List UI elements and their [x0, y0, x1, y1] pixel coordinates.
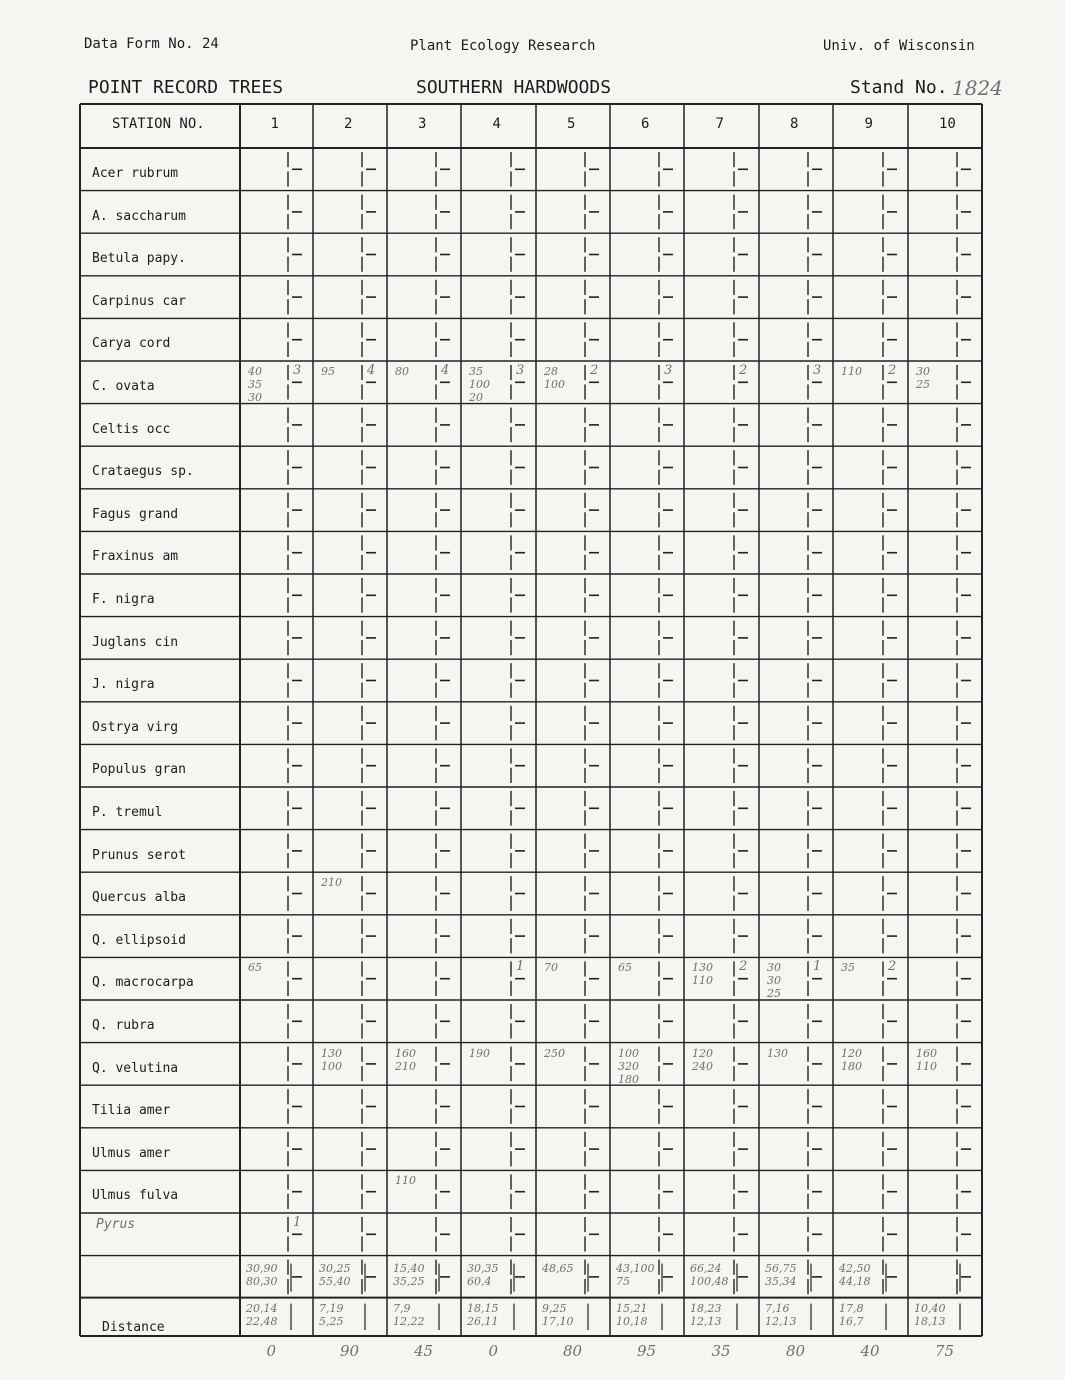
diameter-entry[interactable]: 250: [544, 1046, 565, 1060]
species-label: Ostrya virg: [92, 719, 179, 735]
distance-entry[interactable]: 7,9 12,22: [393, 1301, 425, 1328]
form-number: Data Form No. 24: [84, 36, 219, 52]
diameter-entry[interactable]: 130 100: [321, 1046, 342, 1073]
diameter-entry[interactable]: 35 100 20: [469, 365, 490, 404]
distance-entry[interactable]: 18,23 12,13: [690, 1301, 722, 1328]
diameter-entry[interactable]: 40 35 30: [248, 365, 262, 404]
count-entry[interactable]: 2: [888, 363, 897, 378]
diameter-entry[interactable]: 160 110: [916, 1046, 937, 1073]
station-number: 5: [567, 116, 576, 132]
count-entry[interactable]: 1: [813, 959, 822, 975]
species-label: Q. macrocarpa: [92, 975, 194, 991]
diameter-entry[interactable]: 30 30 25: [767, 961, 781, 1001]
diameter-entry[interactable]: 80: [395, 365, 409, 378]
species-label: F. nigra: [92, 592, 155, 607]
count-entry[interactable]: 1: [293, 1215, 302, 1230]
stand-label: Stand No.: [850, 77, 948, 98]
diameter-entry[interactable]: 130: [767, 1046, 788, 1060]
count-entry[interactable]: 3: [516, 363, 525, 378]
diameter-entry[interactable]: 160 210: [395, 1046, 416, 1073]
diameter-entry[interactable]: 65: [618, 961, 632, 975]
count-entry[interactable]: 2: [739, 363, 748, 378]
diameter-entry[interactable]: 30 25: [916, 365, 930, 391]
distance-entry[interactable]: 20,14 22,48: [246, 1301, 278, 1328]
bottom-value[interactable]: 75: [935, 1342, 955, 1360]
species-label: Juglans cin: [92, 634, 179, 650]
species-label: Carpinus car: [92, 293, 186, 309]
bottom-value[interactable]: 80: [786, 1342, 806, 1360]
count-entry[interactable]: 1: [516, 959, 525, 975]
forest-type: SOUTHERN HARDWOODS: [416, 77, 612, 98]
count-entry[interactable]: 2: [739, 959, 748, 975]
species-label: Q. rubra: [92, 1018, 155, 1033]
station-number: 1: [270, 116, 279, 132]
angle-entry[interactable]: 30,25 55,40: [319, 1261, 351, 1288]
angle-entry[interactable]: 56,75 35,34: [765, 1261, 797, 1288]
species-label: J. nigra: [92, 677, 155, 693]
station-header: STATION NO.: [112, 116, 205, 132]
station-number: 3: [418, 116, 427, 132]
station-number: 8: [790, 116, 799, 132]
diameter-entry[interactable]: 100 320 180: [618, 1046, 639, 1086]
station-number: 6: [641, 116, 650, 132]
bottom-value[interactable]: 45: [414, 1342, 434, 1360]
species-label: Fagus grand: [92, 506, 179, 522]
diameter-entry[interactable]: 120 240: [692, 1046, 713, 1073]
count-entry[interactable]: 3: [293, 363, 302, 378]
angle-entry[interactable]: 30,35 60,4: [467, 1261, 499, 1288]
distance-entry[interactable]: 7,16 12,13: [765, 1301, 797, 1328]
record-type: POINT RECORD TREES: [88, 77, 284, 98]
distance-entry[interactable]: 17,8 16,7: [839, 1301, 864, 1328]
species-label: Tilia amer: [92, 1103, 171, 1119]
angle-entry[interactable]: 15,40 35,25: [393, 1261, 425, 1288]
species-label: Q. velutina: [92, 1060, 179, 1076]
angle-entry[interactable]: 43,100 75: [616, 1261, 655, 1288]
bottom-value[interactable]: 80: [563, 1342, 583, 1360]
station-number: 2: [344, 116, 353, 132]
species-label: A. saccharum: [92, 208, 186, 224]
diameter-entry[interactable]: 110: [395, 1174, 416, 1188]
species-label: Celtis occ: [92, 421, 171, 437]
organization: Plant Ecology Research: [410, 38, 596, 54]
species-label: Prunus serot: [92, 847, 186, 863]
count-entry[interactable]: 2: [888, 959, 897, 975]
species-label: C. ovata: [92, 379, 155, 394]
species-label: P. tremul: [92, 805, 163, 820]
distance-entry[interactable]: 7,19 5,25: [319, 1301, 344, 1328]
distance-entry[interactable]: 15,21 10,18: [616, 1301, 648, 1328]
angle-entry[interactable]: 66,24 100,48: [690, 1261, 729, 1288]
species-label: Carya cord: [92, 336, 171, 352]
species-label: Fraxinus am: [92, 549, 179, 565]
station-number: 7: [715, 116, 724, 132]
species-label: Acer rubrum: [92, 166, 179, 181]
species-label: Ulmus amer: [92, 1145, 171, 1161]
diameter-entry[interactable]: 110: [841, 365, 862, 378]
diameter-entry[interactable]: 120 180: [841, 1046, 862, 1073]
diameter-entry[interactable]: 28 100: [544, 365, 565, 391]
diameter-entry[interactable]: 35: [841, 961, 855, 975]
angle-entry[interactable]: 30,90 80,30: [246, 1261, 278, 1288]
distance-entry[interactable]: 18,15 26,11: [467, 1301, 499, 1328]
species-label: Populus gran: [92, 762, 186, 778]
species-label: Betula papy.: [92, 251, 186, 267]
stand-number[interactable]: 1824: [952, 76, 1003, 100]
species-label: Ulmus fulva: [92, 1188, 179, 1204]
distance-entry[interactable]: 9,25 17,10: [542, 1301, 574, 1328]
bottom-value[interactable]: 0: [266, 1342, 277, 1360]
station-number: 4: [492, 116, 501, 132]
count-entry[interactable]: 2: [590, 363, 599, 378]
species-label-handwritten[interactable]: Pyrus: [96, 1217, 136, 1232]
angle-entry[interactable]: 42,50 44,18: [839, 1261, 871, 1288]
count-entry[interactable]: 4: [441, 363, 450, 378]
diameter-entry[interactable]: 190: [469, 1046, 490, 1060]
species-label: Q. ellipsoid: [92, 932, 186, 948]
distance-entry[interactable]: 10,40 18,13: [914, 1301, 946, 1328]
diameter-entry[interactable]: 130 110: [692, 961, 713, 988]
bottom-value[interactable]: 40: [860, 1342, 880, 1360]
count-entry[interactable]: 3: [813, 363, 822, 378]
species-label: Quercus alba: [92, 890, 186, 906]
distance-label: Distance: [102, 1319, 165, 1335]
bottom-value[interactable]: 95: [637, 1342, 657, 1360]
diameter-entry[interactable]: 65: [248, 961, 262, 975]
bottom-value[interactable]: 35: [711, 1342, 731, 1360]
bottom-value[interactable]: 90: [340, 1342, 360, 1360]
university: Univ. of Wisconsin: [823, 38, 975, 54]
species-label: Crataegus sp.: [92, 464, 194, 480]
angle-entry[interactable]: 48,65: [542, 1261, 574, 1275]
station-number: 9: [864, 116, 873, 132]
bottom-value[interactable]: 0: [488, 1342, 499, 1360]
diameter-entry[interactable]: 70: [544, 961, 558, 975]
diameter-entry[interactable]: 95: [321, 365, 335, 378]
diameter-entry[interactable]: 210: [321, 876, 342, 890]
count-entry[interactable]: 3: [664, 363, 673, 378]
station-number: 10: [939, 116, 956, 132]
count-entry[interactable]: 4: [367, 363, 376, 378]
